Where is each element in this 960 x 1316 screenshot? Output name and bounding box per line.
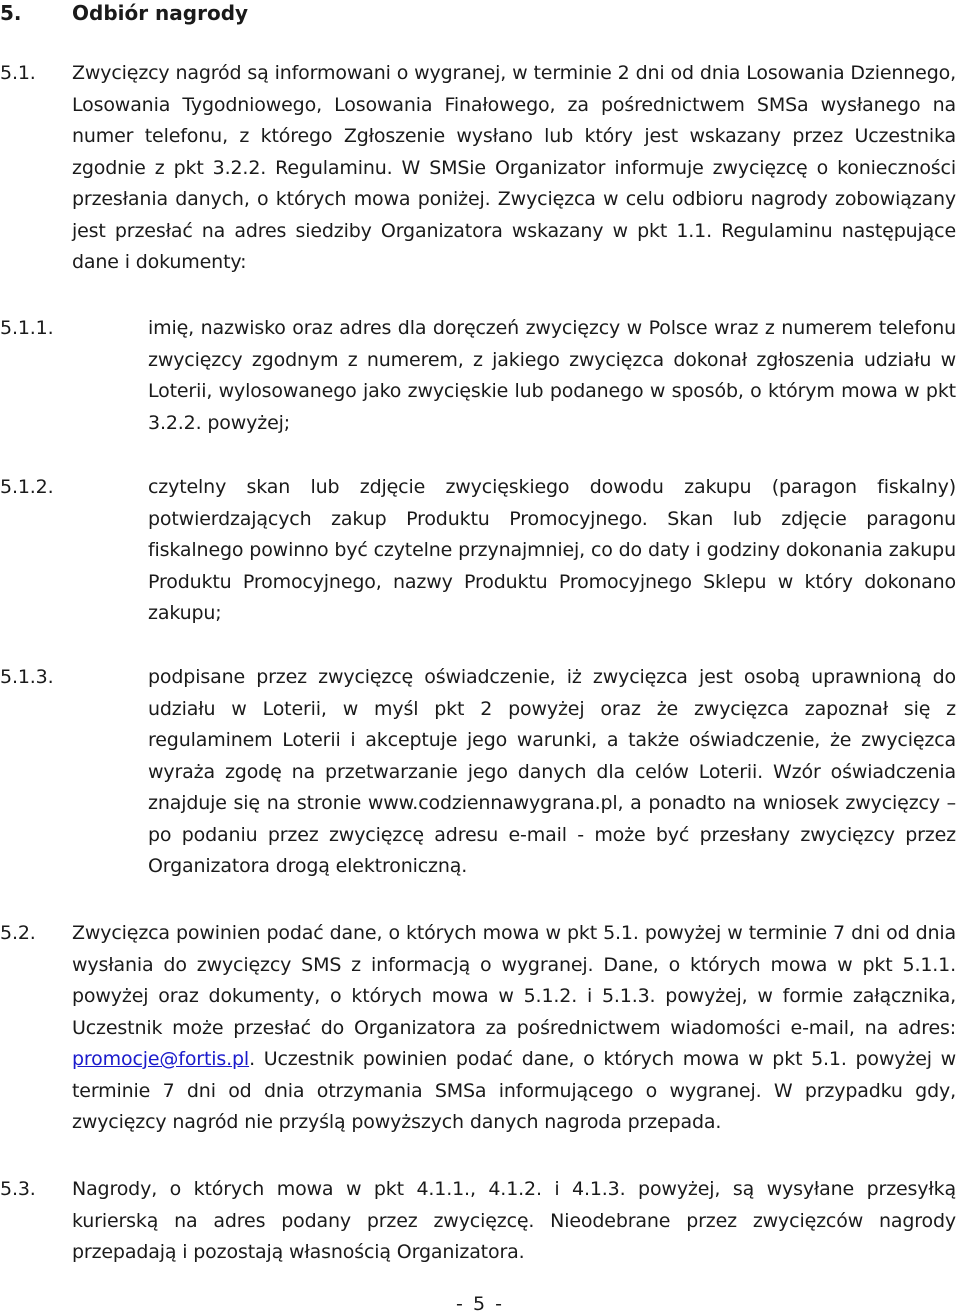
section-title: Odbiór nagrody [72,1,249,25]
email-link[interactable]: promocje@fortis.pl [72,1048,250,1070]
paragraph-number-5-1-2: 5.1.2. [0,476,54,498]
paragraph-5-2 [72,918,956,1139]
paragraph-5-1-2: czytelny skan lub zdjęcie zwycięskiego dowodu zakupu (paragon fiskalny) potwierdzających zakup Produktu Promocyjnego. Skan lub zdjęcie paragonu fiskalnego powinno być czytelne przynajmniej, co do daty i godziny dokonania zakupu Produktu Promocyjnego, nazwy Produktu Promocyjnego Sklepu w który dokonano zakupu; [148,476,956,624]
paragraph-number-5-1-1: 5.1.1. [0,317,54,339]
paragraph-5-2-text-after: . Uczestnik powinien podać dane, o których mowa w pkt 5.1. powyżej w terminie 7 dni od dnia otrzymania SMSa informującego o wygranej. W przypadku gdy, zwycięzcy nagród nie przyślą powyższych danych nagroda przepada. [72,1048,956,1133]
paragraph-number-5-3: 5.3. [0,1178,36,1200]
paragraph-5-2-text-before: Zwycięzca powinien podać dane, o których mowa w pkt 5.1. powyżej w terminie 7 dni od dnia wysłania do zwycięzcy SMS z informacją o wygranej. Dane, o których mowa w pkt 5.1.1. powyżej oraz dokumenty, o których mowa w 5.1.2. i 5.1.3. powyżej, w formie załącznika, Uczestnik może przesłać do Organizatora za pośrednictwem wiadomości e-mail, na adres: [72,922,956,1039]
paragraph-5-3: Nagrody, o których mowa w pkt 4.1.1., 4.1.2. i 4.1.3. powyżej, są wysyłane przesyłką kurierską na adres podany przez zwycięzcę. Nieodebrane przez zwycięzców nagrody przepadają i pozostają własnością Organizatora. [72,1178,956,1263]
paragraph-number-5-1-3: 5.1.3. [0,666,54,688]
paragraph-5-1-3: podpisane przez zwycięzcę oświadczenie, iż zwycięzca jest osobą uprawnioną do udziału w Loterii, w myśl pkt 2 powyżej oraz że zwycięzca zapoznał się z regulaminem Loterii i akceptuje jego warunki, a także oświadczenie, że zwycięzca wyraża zgodę na przetwarzanie jego danych dla celów Loterii. Wzór oświadczenia znajduje się na stronie www.codziennawygrana.pl, a ponadto na wniosek zwycięzcy – po podaniu przez zwycięzcę adresu e-mail - może być przesłany zwycięzcy przez Organizatora drogą elektroniczną. [148,666,956,877]
paragraph-5-1-1: imię, nazwisko oraz adres dla doręczeń zwycięzcy w Polsce wraz z numerem telefonu zwycięzcy zgodnym z numerem, z jakiego zwycięzca dokonał zgłoszenia udziału w Loterii, wylosowanego jako zwycięskie lub podanego w sposób, o którym mowa w pkt 3.2.2. powyżej; [148,317,956,434]
paragraph-number-5-1: 5.1. [0,62,36,84]
paragraph-5-1: Zwycięzcy nagród są informowani o wygranej, w terminie 2 dni od dnia Losowania Dziennego, Losowania Tygodniowego, Losowania Finałowego, za pośrednictwem SMSa wysłanego na numer telefonu, z którego Zgłoszenie wysłano lub który jest wskazany przez Uczestnika zgodnie z pkt 3.2.2. Regulaminu. W SMSie Organizator informuje zwycięzcę o konieczności przesłania danych, o których mowa poniżej. Zwycięzca w celu odbioru nagrody zobowiązany jest przesłać na adres siedziby Organizatora wskazany w pkt 1.1. Regulaminu następujące dane i dokumenty: [72,62,956,273]
paragraph-number-5-2: 5.2. [0,922,36,944]
section-heading [0,0,248,26]
section-number: 5. [0,1,22,25]
page-number: - 5 - [456,1293,504,1315]
